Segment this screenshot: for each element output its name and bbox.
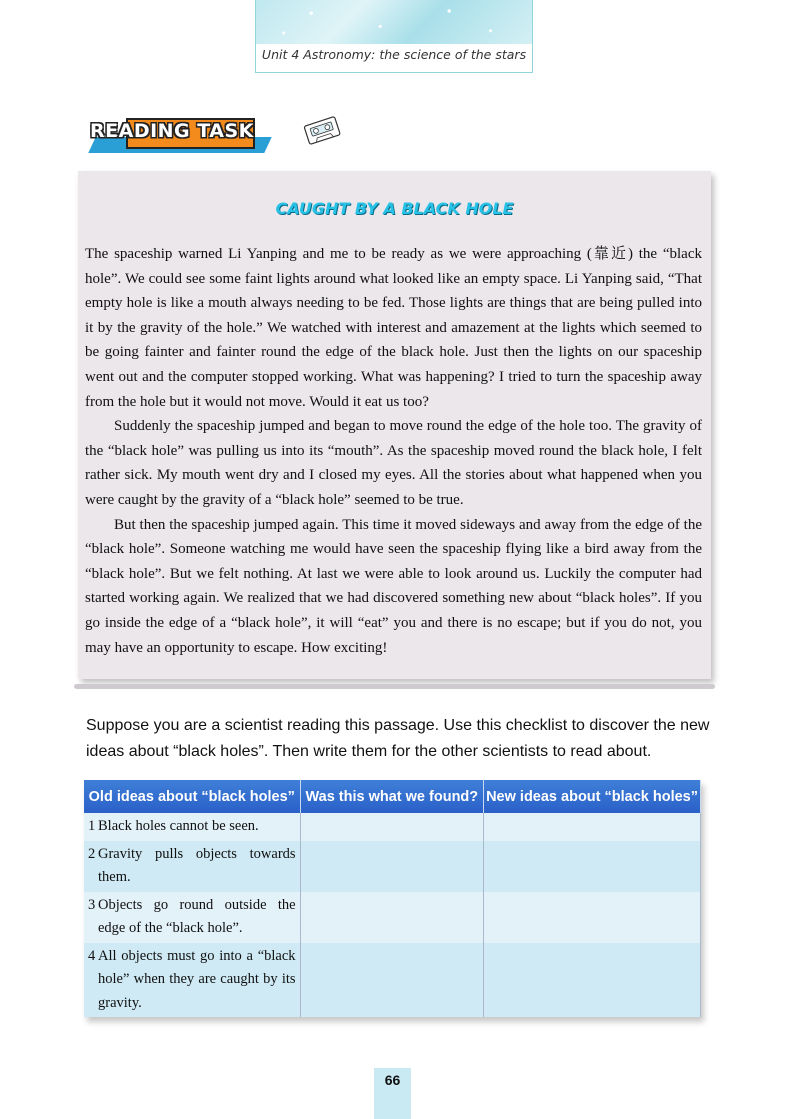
- row-number: 1: [88, 818, 96, 834]
- column-header-found: Was this what we found?: [300, 780, 484, 813]
- passage-body: [85, 242, 702, 660]
- table-row: [84, 813, 701, 841]
- section-label-text: READING TASK: [90, 120, 254, 142]
- old-idea-text: Gravity pulls objects towards them.: [98, 845, 296, 885]
- table-row: [84, 841, 701, 892]
- reading-passage: [78, 171, 711, 679]
- column-header-new-ideas: New ideas about “black holes”: [484, 780, 701, 813]
- found-answer-cell[interactable]: [300, 813, 484, 841]
- unit-header: [255, 0, 533, 73]
- row-number: 2: [88, 845, 96, 862]
- unit-title: Unit 4 Astronomy: the science of the stars: [261, 47, 527, 62]
- new-idea-answer-cell[interactable]: [484, 892, 701, 943]
- found-answer-cell[interactable]: [300, 892, 484, 943]
- old-idea-cell: [84, 841, 300, 892]
- page-number: 66: [384, 1072, 401, 1088]
- old-idea-text: Black holes cannot be seen.: [98, 818, 259, 834]
- black-hole-checklist-table: [84, 780, 701, 1017]
- table-header-row: [84, 780, 701, 813]
- passage-paragraph-3: But then the spaceship jumped again. This time it moved sideways and away from the edge of the “black hole”. Someone watching me would have seen the spaceship flying like a bird away from the “black hole”. But we felt nothing. At last we were able to look around us. Luckily the computer had started working again. We realized that we had discovered something new about “black holes”. If you go inside the edge of a “black hole”, it will “eat” you and there is no escape; but if you do not, you may have an opportunity to escape. How exciting!: [85, 516, 702, 656]
- new-idea-answer-cell[interactable]: [484, 813, 701, 841]
- passage-title: CAUGHT BY A BLACK HOLE: [275, 199, 514, 218]
- found-answer-cell[interactable]: [300, 943, 484, 1018]
- old-idea-text: Objects go round outside the edge of the “black hole”.: [98, 896, 296, 936]
- table-row: [84, 943, 701, 1018]
- cassette-tape-icon: [303, 115, 341, 145]
- exercise-instruction: Suppose you are a scientist reading this passage. Use this checklist to discover the new ideas about “black holes”. Then write them for the other scientists to read about.: [86, 717, 710, 760]
- page-number-tab: [374, 1068, 411, 1119]
- old-idea-cell: [84, 813, 300, 841]
- column-header-old-ideas: Old ideas about “black holes”: [84, 780, 300, 813]
- row-number: 4: [88, 947, 96, 964]
- old-idea-cell: [84, 943, 300, 1018]
- old-idea-cell: [84, 892, 300, 943]
- passage-paragraph-2: Suddenly the spaceship jumped and began to move round the edge of the hole too. The gravity of the “black hole” was pulling us into its “mouth”. As the spaceship moved round the black hole, I felt rather sick. My mouth went dry and I closed my eyes. All the stories about what happened when you were caught by the gravity of a “black hole” seemed to be true.: [85, 418, 702, 508]
- reading-task-label: [86, 115, 276, 155]
- header-starfield-image: [256, 0, 532, 44]
- new-idea-answer-cell[interactable]: [484, 943, 701, 1018]
- found-answer-cell[interactable]: [300, 841, 484, 892]
- table-row: [84, 892, 701, 943]
- old-idea-text: All objects must go into a “black hole” when they are caught by its gravity.: [98, 947, 296, 1011]
- new-idea-answer-cell[interactable]: [484, 841, 701, 892]
- row-number: 3: [88, 896, 96, 913]
- passage-paragraph-1: The spaceship warned Li Yanping and me to be ready as we were approaching (靠近) the “black hole”. We could see some faint lights around what looked like an empty space. Li Yanping said, “That empty hole is like a mouth always needing to be fed. Those lights are things that are being pulled into it by the gravity of the hole.” We watched with interest and amazement at the lights which seemed to be going fainter and fainter round the edge of the black hole. Just then the lights on our spaceship went out and the computer stopped working. What was happening? I tried to turn the spaceship away from the hole but it would not move. Would it eat us too?: [85, 246, 702, 410]
